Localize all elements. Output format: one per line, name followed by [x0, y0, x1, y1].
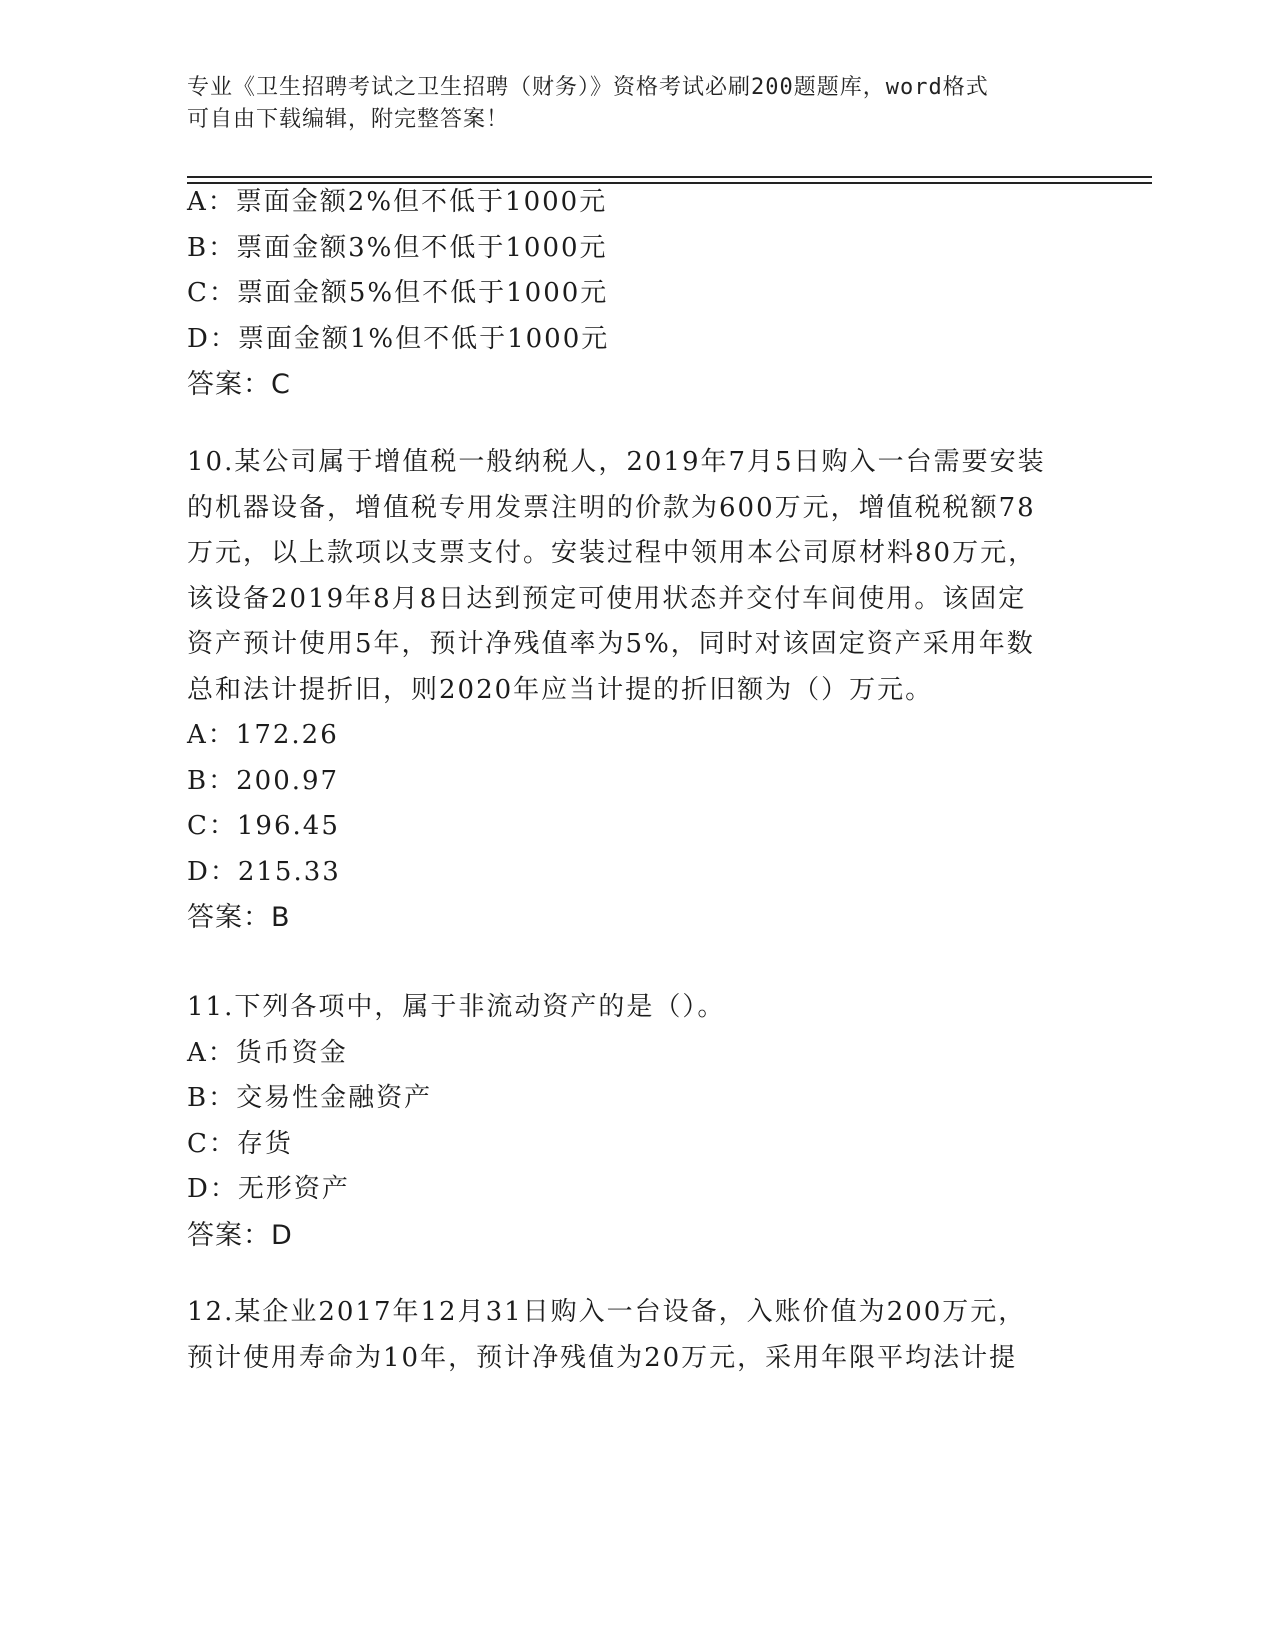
question-stem-line: 该设备2019年8月8日达到预定可使用状态并交付车间使用。该固定 — [187, 583, 1027, 614]
question-stem-line: 资产预计使用5年，预计净残值率为5%，同时对该固定资产采用年数 — [187, 629, 1035, 659]
option-c: C：存货 — [187, 1128, 293, 1159]
option-d: D：215.33 — [187, 856, 341, 887]
header-divider-top — [187, 176, 1152, 178]
option-d: D：票面金额1%但不低于1000元 — [187, 323, 610, 354]
question-10-block — [187, 440, 1087, 941]
option-a: A：172.26 — [187, 720, 339, 750]
option-c: C：196.45 — [187, 811, 340, 841]
document-header — [187, 72, 1087, 136]
question-stem-line: 万元，以上款项以支票支付。安装过程中领用本公司原材料80万元， — [187, 538, 1037, 568]
header-line-1: 专业《卫生招聘考试之卫生招聘（财务）》资格考试必刷200题题库，word格式 — [187, 75, 989, 100]
question-9-block — [187, 180, 1087, 408]
question-stem-line: 10.某公司属于增值税一般纳税人，2019年7月5日购入一台需要安装 — [187, 447, 1046, 477]
header-line-2: 可自由下载编辑，附完整答案！ — [187, 107, 510, 132]
option-c: C：票面金额5%但不低于1000元 — [187, 278, 609, 308]
answer-line: 答案：C — [187, 369, 291, 400]
option-a: A：货币资金 — [187, 1037, 348, 1068]
answer-line: 答案：D — [187, 1219, 293, 1251]
question-12-block — [187, 1290, 1087, 1381]
question-stem-line: 预计使用寿命为10年，预计净残值为20万元，采用年限平均法计提 — [187, 1342, 1018, 1373]
question-stem-line: 的机器设备，增值税专用发票注明的价款为600万元，增值税税额78 — [187, 492, 1036, 523]
option-a: A：票面金额2%但不低于1000元 — [187, 187, 608, 217]
option-d: D：无形资产 — [187, 1174, 350, 1204]
option-b: B：200.97 — [187, 765, 340, 796]
answer-line: 答案：B — [187, 902, 291, 933]
question-stem-line: 12.某企业2017年12月31日购入一台设备，入账价值为200万元， — [187, 1297, 1027, 1327]
option-b: B：票面金额3%但不低于1000元 — [187, 232, 608, 263]
question-stem-line: 11.下列各项中，属于非流动资产的是（）。 — [187, 992, 726, 1022]
question-11-block — [187, 985, 1087, 1258]
question-stem-line: 总和法计提折旧，则2020年应当计提的折旧额为（）万元。 — [187, 674, 934, 705]
option-b: B：交易性金融资产 — [187, 1083, 433, 1113]
